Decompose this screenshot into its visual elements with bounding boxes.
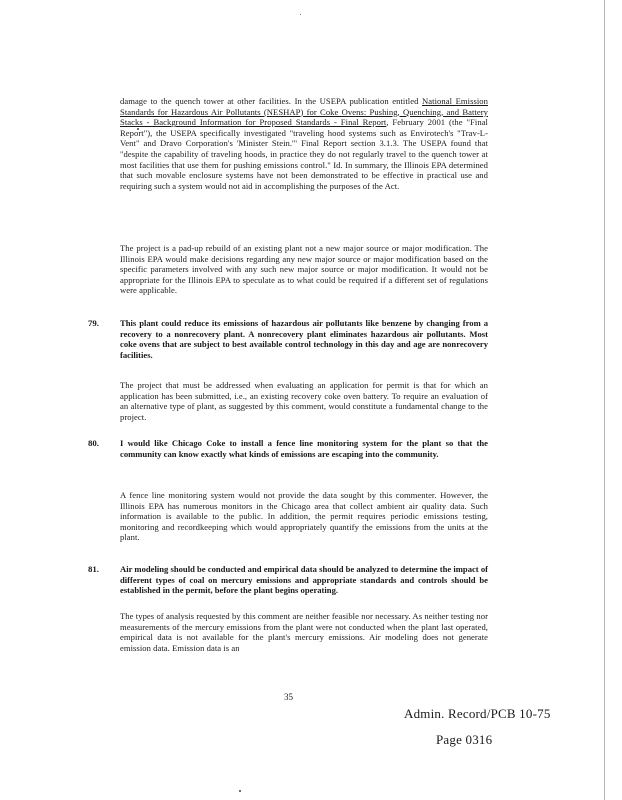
item-number: 80. [88,438,99,448]
comment-text: This plant could reduce its emissions of hazardous air pollutants like benzene by changing from a recovery to a nonrecovery plant. A nonrecovery plant eliminates hazardous air pollutants. Most coke ovens that are subject to best available control technology in this day and age are nonrecovery facilities. [120,318,488,360]
intro-paragraph-1: damage to the quench tower at other facilities. In the USEPA publication entitled National Emission Standards for Hazardous Air Pollutants (NESHAP) for Coke Ovens: Pushing, Quenching, and Battery Stacks - Background Information for Proposed Standards - Final Report, February 2001 (the "Final Report"), the USEPA specifically investigated "traveling hood systems such as Envirotech's "Trav-L-Vent" and Dravo Corporation's 'Minister Stein.'" Final Report section 3.1.3. The USEPA found that "despite the capability of traveling hoods, in practice they do not regularly travel to the quench tower at most facilities that use them for pushing emissions control." Id. In summary, the Illinois EPA determined that such movable enclosure systems have not been demonstrated to be effective in practical use and requiring such a system would not aid in accomplishing the purposes of the Act. [120,96,488,191]
admin-record-stamp: Admin. Record/PCB 10-75 [404,706,551,721]
page-edge-line [604,0,605,800]
scan-speck [239,790,241,792]
comment-text: I would like Chicago Coke to install a fence line monitoring system for the plant so that the community can know exactly what kinds of emissions are escaping into the community. [120,438,488,459]
item-number: 81. [88,564,99,574]
comment-text: Air modeling should be conducted and empirical data should be analyzed to determine the impact of different types of coal on mercury emissions and appropriate standards and controls should be established in the permit, before the plant begins operating. [120,564,488,596]
response-text: The types of analysis requested by this comment are neither feasible nor necessary. As neither testing nor measurements of the mercury emissions from the plant were not conducted when the plant last operated, empirical data is not available for the plant's mercury emissions. Air modeling does not generate emission data. Emission data is an [120,611,488,653]
response-text: A fence line monitoring system would not provide the data sought by this commenter. However, the Illinois EPA has numerous monitors in the Chicago area that collect ambient air quality data. Such information is available to the public. In addition, the permit requires periodic emissions testing, monitoring and recordkeeping which would appropriately quantify the emissions from the units at the plant. [120,490,488,543]
publication-title: National Emission Standards for Hazardous Air Pollutants (NESHAP) for Coke Ovens: Pushing, Quenching, and Battery Stacks - Background Information for Proposed Standards - Final Report [120,96,488,128]
item-number: 79. [88,318,99,328]
intro-paragraph-2: The project is a pad-up rebuild of an existing plant not a new major source or major modification. The Illinois EPA would make decisions regarding any new major source or major modification based on the specific parameters involved with any such new major source or major modification. It would not be appropriate for the Illinois EPA to speculate as to what could be required if a different set of regulations were applicable. [120,243,488,296]
page-number: 35 [284,692,293,702]
response-text: The project that must be addressed when evaluating an application for permit is that for which an application has been submitted, i.e., an existing recovery coke oven battery. To require an evaluation of an alternative type of plant, as suggested by this comment, would constitute a fundamental change to the project. [120,380,488,422]
scan-speck [300,14,301,15]
page-label-stamp: Page 0316 [436,732,493,747]
